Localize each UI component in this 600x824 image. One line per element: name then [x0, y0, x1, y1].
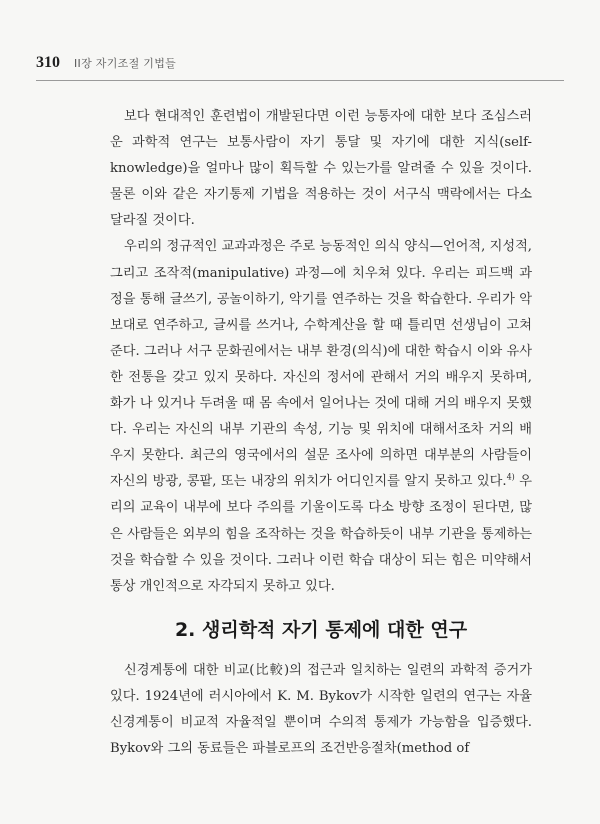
page-number: 310 [36, 54, 60, 71]
section-title: 2. 생리학적 자기 통제에 대한 연구 [174, 619, 468, 641]
paragraph-2 [110, 234, 532, 599]
paragraph-1: 보다 현대적인 훈련법이 개발된다면 이런 능통자에 대한 보다 조심스러운 과학적 연구는 보통사람이 자기 통달 및 자기에 대한 지식(self-knowledge)을 얼마나 많이 획득할 수 있는가를 알려줄 수 있을 것이다. 물론 이와 같은 자기통제 기법을 적용하는 것이 서구식 맥락에서는 다소 달라질 것이다. [110, 109, 532, 229]
section-body-text [110, 658, 532, 762]
footnote-ref: 4) [506, 472, 515, 482]
page-header [36, 48, 564, 78]
paragraph-2-part-1: 우리의 정규적인 교과과정은 주로 능동적인 의식 양식—언어적, 지성적, 그리고 조작적(manipulative) 과정—에 치우쳐 있다. 우리는 피드백 과정을 통해 글쓰기, 공놀이하기, 악기를 연주하는 것을 학습한다. 우리가 악보대로 연주하고, 글씨를 쓰거나, 수학계산을 할 때 틀리면 선생님이 고쳐 준다. 그러나 서구 문화권에서는 내부 환경(의식)에 대한 학습시 이와 유사한 전통을 갖고 있지 못하다. 자신의 정서에 관해서 거의 배우지 못하며, 화가 나 있거나 두려울 때 몸 속에서 일어나는 것에 대해 거의 배우지 못했다. 우리는 자신의 내부 기관의 속성, 기능 및 위치에 대해서조차 거의 배우지 못한다. 최근의 영국에서의 설문 조사에 의하면 대부분의 사람들이 자신의 방광, 콩팥, 또는 내장의 위치가 어디인지를 알지 못하고 있다. [110, 239, 532, 490]
header-rule [36, 80, 564, 81]
body-text [110, 104, 532, 600]
paragraph-2-part-2: 우리의 교육이 내부에 보다 주의를 기울이도록 다소 방향 조정이 된다면, 많은 사람들은 외부의 힘을 조작하는 것을 학습하듯이 내부 기관을 통제하는 것을 학습할 수 있을 것이다. 그러나 이런 학습 대상이 되는 힘은 미약해서 통상 개인적으로 자각되지 못하고 있다. [110, 474, 532, 594]
running-head: II장 자기조절 기법들 [74, 57, 177, 70]
section-paragraph-1: 신경계통에 대한 비교(比較)의 접근과 일치하는 일련의 과학적 증거가 있다. 1924년에 러시아에서 K. M. Bykov가 시작한 일련의 연구는 자율 신경계통이 비교적 자율적일 뿐이며 수의적 통제가 가능함을 입증했다. Bykov와 그의 동료들은 파블로프의 조건반응절차(method of [110, 663, 532, 757]
